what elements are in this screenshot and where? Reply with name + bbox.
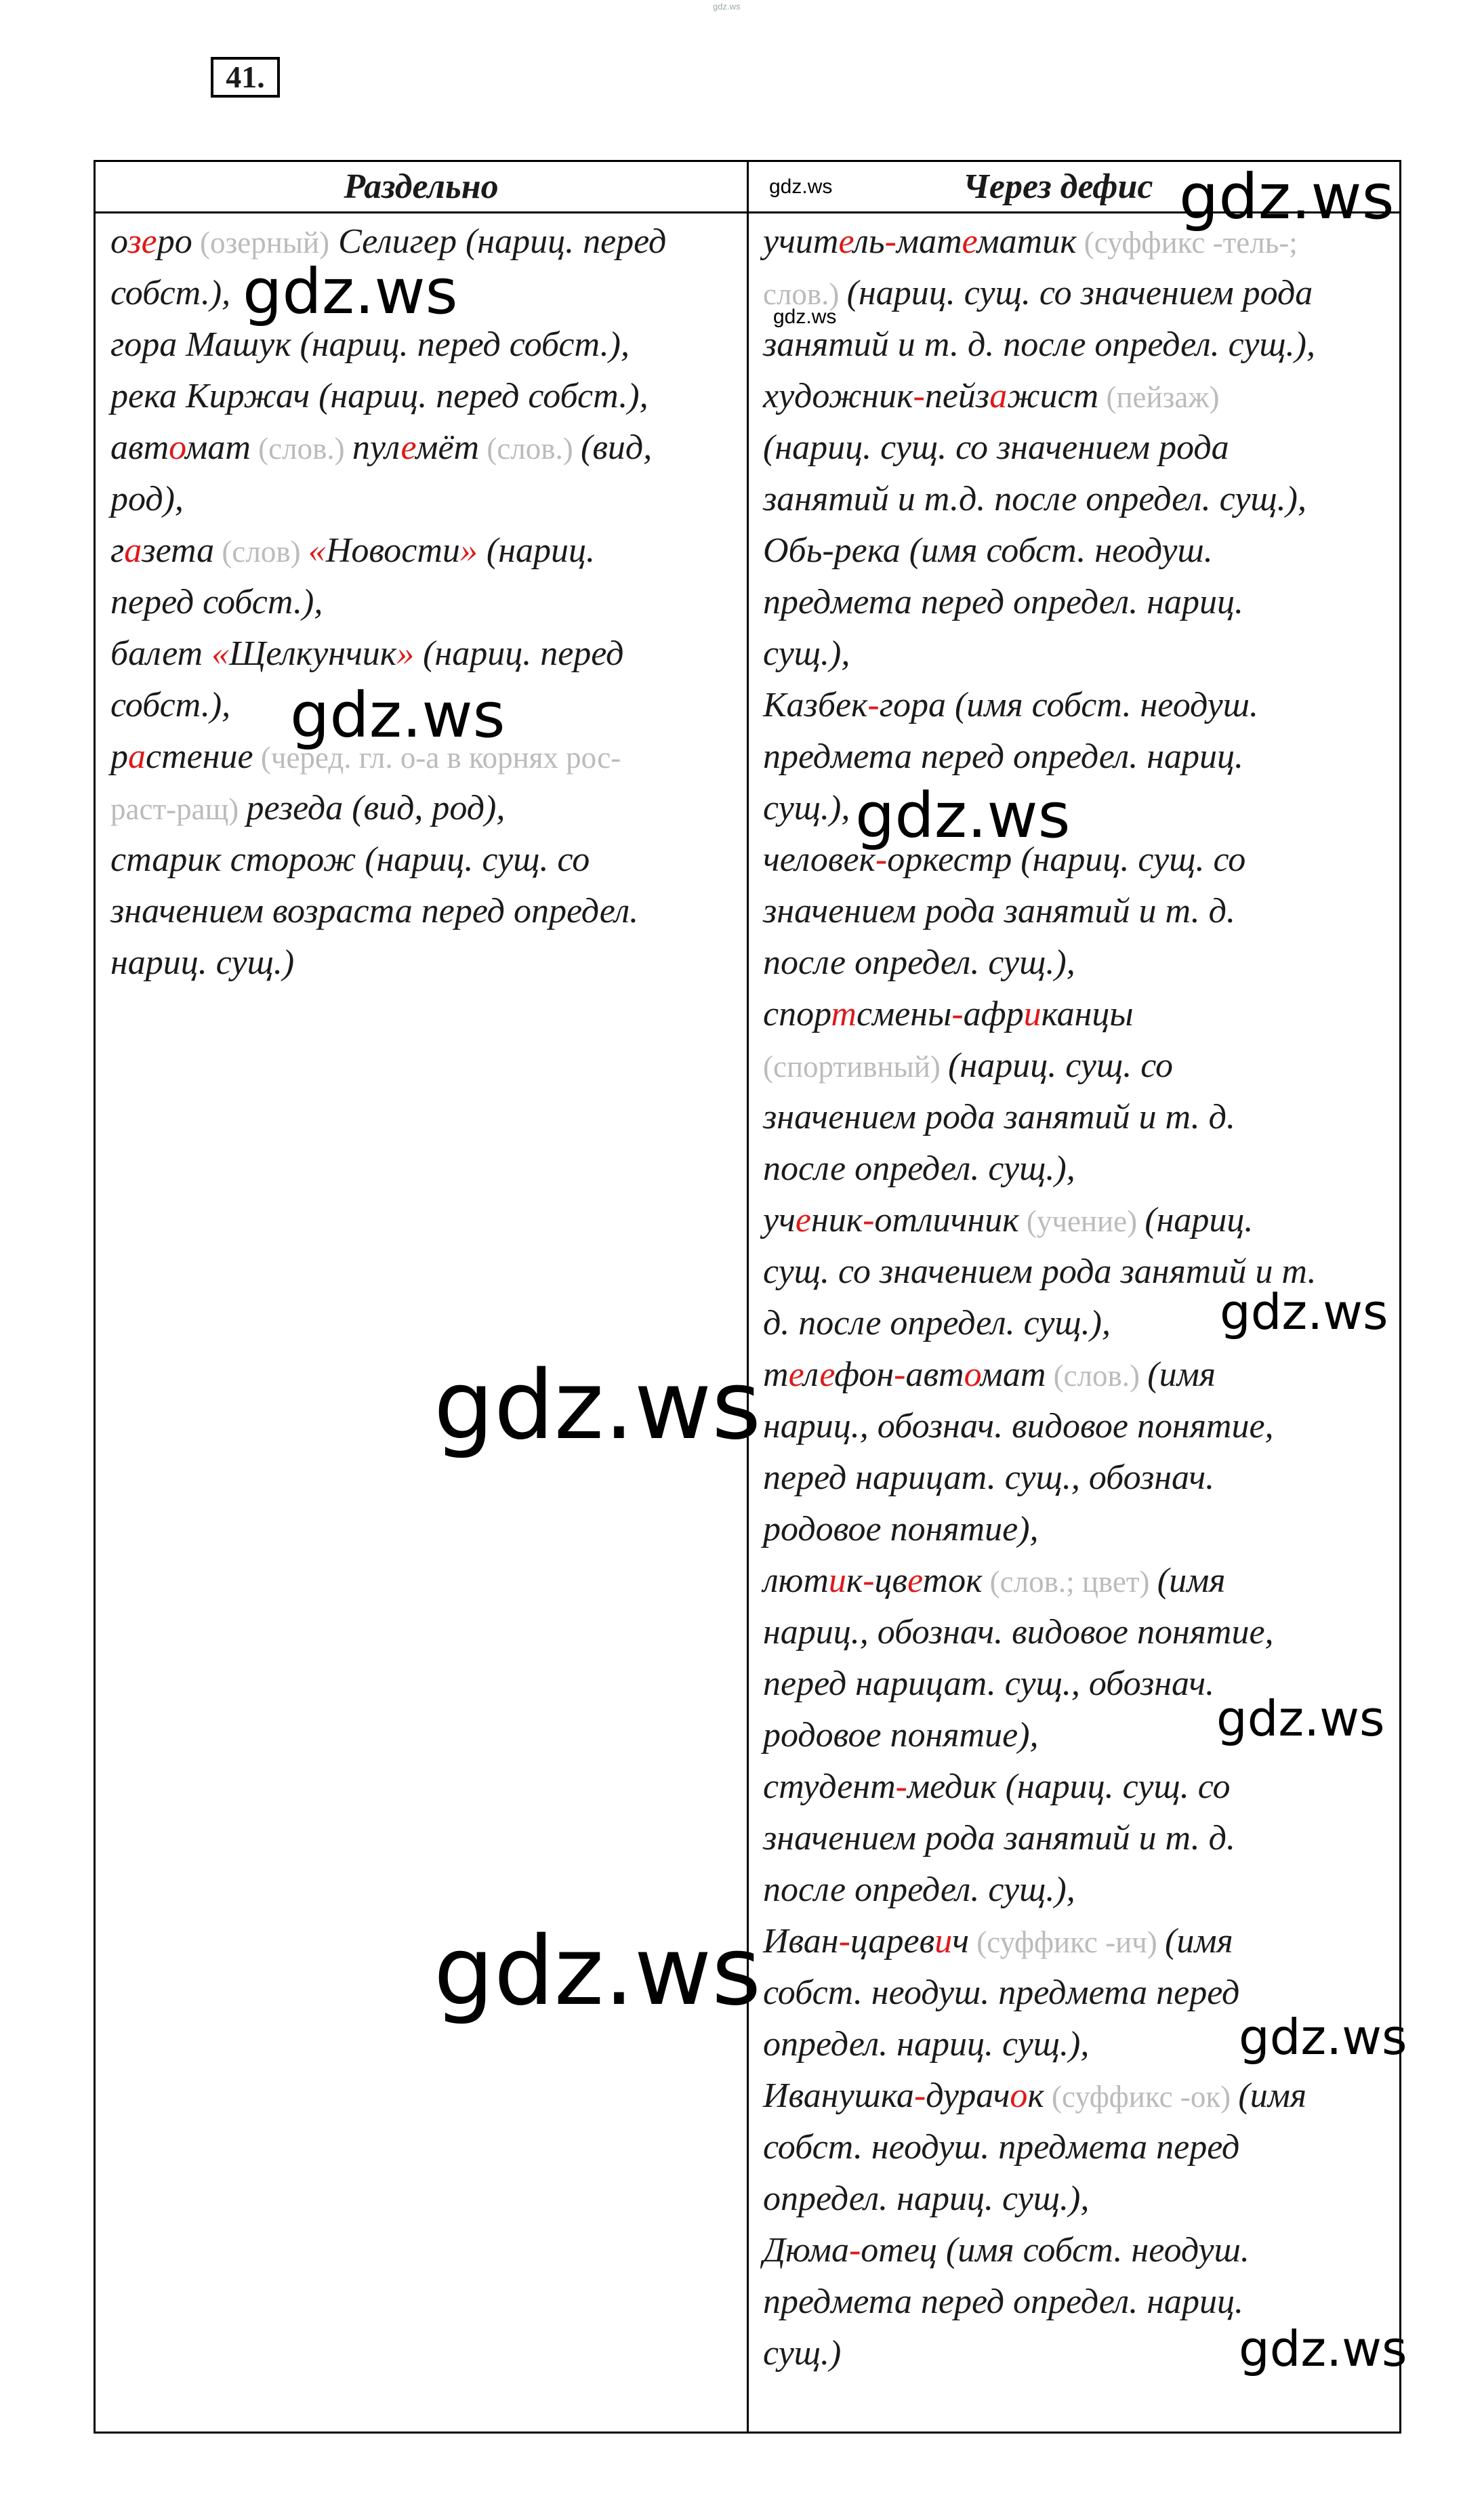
header-hyphenated: Через дефис bbox=[963, 167, 1153, 206]
highlighted-letter: о bbox=[1010, 2076, 1028, 2115]
watermark: gdz.ws bbox=[434, 1916, 762, 2027]
text-segment: матик bbox=[976, 222, 1077, 261]
text-line bbox=[110, 783, 666, 834]
note-text: (суффикс -ич) bbox=[969, 1925, 1166, 1959]
text-segment: ник bbox=[810, 1201, 863, 1239]
highlighted-letter: « bbox=[308, 531, 326, 570]
watermark: gdz.ws bbox=[855, 779, 1071, 852]
text-segment: (вид, bbox=[581, 428, 653, 467]
highlighted-letter: » bbox=[396, 634, 415, 673]
highlighted-letter: а bbox=[128, 737, 146, 776]
highlighted-letter: е bbox=[400, 428, 416, 467]
text-segment: (имя bbox=[1238, 2076, 1307, 2115]
note-text: (слов.) bbox=[250, 432, 352, 466]
text-line bbox=[763, 937, 1317, 989]
text-line bbox=[763, 628, 1317, 680]
highlighted-letter: е bbox=[838, 222, 854, 261]
text-segment: Иван bbox=[763, 1922, 839, 1961]
text-segment: (нариц. bbox=[1145, 1201, 1254, 1239]
highlighted-letter: зе bbox=[127, 222, 157, 261]
text-segment: д. после определ. сущ.), bbox=[763, 1304, 1111, 1342]
text-segment: канцы bbox=[1041, 995, 1134, 1033]
text-segment: спор bbox=[763, 995, 831, 1033]
text-line bbox=[763, 2173, 1317, 2225]
text-line bbox=[763, 1040, 1317, 1092]
text-segment: гора (имя собст. неодуш. bbox=[879, 686, 1258, 724]
note-text: (спортивный) bbox=[763, 1050, 949, 1084]
highlighted-letter: а bbox=[989, 377, 1008, 415]
text-segment: мёт bbox=[415, 428, 480, 467]
watermark: gdz.ws bbox=[1220, 1284, 1388, 1340]
text-segment: жист bbox=[1007, 377, 1099, 415]
text-segment: о bbox=[110, 222, 128, 261]
text-line bbox=[763, 2225, 1317, 2276]
note-text: (черед. гл. о-а в корнях рос- bbox=[253, 741, 621, 775]
highlighted-letter: - bbox=[863, 1201, 875, 1239]
text-segment: Щелкунчик bbox=[229, 634, 397, 673]
highlighted-letter: а bbox=[124, 531, 142, 570]
note-text: слов.) bbox=[763, 277, 847, 311]
text-segment: отец (имя собст. неодуш. bbox=[861, 2231, 1250, 2270]
highlighted-letter: - bbox=[863, 1561, 875, 1600]
text-segment: собст.), bbox=[110, 686, 231, 724]
text-segment: отличник bbox=[874, 1201, 1019, 1239]
text-segment: сущ.), bbox=[763, 634, 850, 673]
text-line bbox=[763, 2019, 1317, 2070]
text-segment: после определ. сущ.), bbox=[763, 943, 1075, 982]
note-text: е bbox=[237, 226, 251, 260]
note-text: раст-ращ) bbox=[110, 792, 247, 826]
text-line bbox=[763, 1555, 1317, 1607]
note-text: (оз bbox=[192, 226, 238, 260]
text-segment: (нариц. сущ. со значением рода bbox=[846, 274, 1313, 312]
highlighted-letter: - bbox=[895, 1767, 907, 1806]
text-segment: мат bbox=[980, 1355, 1046, 1394]
highlighted-letter: и bbox=[934, 1922, 953, 1961]
text-segment: родовое понятие), bbox=[763, 1716, 1039, 1755]
text-line bbox=[763, 371, 1317, 422]
text-segment: ток bbox=[922, 1561, 983, 1600]
text-line bbox=[763, 1504, 1317, 1555]
text-segment: стение bbox=[146, 737, 253, 776]
text-segment: (нариц. bbox=[477, 531, 596, 570]
note-text: (суффикс -тель-; bbox=[1076, 226, 1298, 260]
text-segment: человек bbox=[763, 840, 875, 879]
text-line bbox=[763, 1195, 1317, 1246]
highlighted-letter: « bbox=[211, 634, 230, 673]
text-segment: т bbox=[763, 1355, 789, 1394]
text-segment: (имя bbox=[1157, 1561, 1226, 1600]
highlighted-letter: и bbox=[1023, 995, 1042, 1033]
text-segment: старик сторож (нариц. сущ. со bbox=[110, 840, 590, 879]
text-line bbox=[763, 1607, 1317, 1658]
note-text: (суффикс -ок) bbox=[1044, 2080, 1239, 2114]
text-line bbox=[763, 989, 1317, 1040]
text-segment: перед нарицат. сущ., обознач. bbox=[763, 1458, 1215, 1497]
text-segment: (имя bbox=[1147, 1355, 1216, 1394]
text-segment: собст.), bbox=[110, 274, 231, 312]
text-segment: нариц., обознач. видовое понятие, bbox=[763, 1407, 1274, 1445]
text-segment: определ. нариц. сущ.), bbox=[763, 2025, 1090, 2064]
text-segment: ч bbox=[952, 1922, 970, 1961]
text-segment: сущ. со значением рода занятий и т. bbox=[763, 1252, 1317, 1291]
text-segment: значением рода занятий и т. д. bbox=[763, 892, 1235, 930]
text-segment: учит bbox=[763, 222, 839, 261]
text-segment: после определ. сущ.), bbox=[763, 1149, 1075, 1188]
highlighted-letter: - bbox=[951, 995, 964, 1033]
text-line bbox=[763, 1349, 1317, 1401]
text-segment: занятий и т.д. после определ. сущ.), bbox=[763, 480, 1306, 518]
text-segment: р bbox=[110, 737, 128, 776]
text-line bbox=[763, 886, 1317, 937]
highlighted-letter: » bbox=[459, 531, 478, 570]
text-segment: пейз bbox=[924, 377, 990, 415]
text-line bbox=[110, 474, 666, 525]
text-segment: родовое понятие), bbox=[763, 1510, 1039, 1549]
column-separately bbox=[110, 216, 666, 989]
text-line bbox=[763, 1916, 1317, 1967]
text-segment: л bbox=[803, 1355, 820, 1394]
text-line bbox=[763, 2122, 1317, 2173]
text-segment: Обь-река (имя собст. неодуш. bbox=[763, 531, 1213, 570]
text-segment: предмета перед определ. нариц. bbox=[763, 737, 1244, 776]
note-text: (слов) bbox=[214, 535, 308, 569]
text-segment: студент bbox=[763, 1767, 896, 1806]
text-segment: смены bbox=[856, 995, 952, 1033]
text-segment: Казбек bbox=[763, 686, 868, 724]
text-segment: к bbox=[1027, 2076, 1044, 2115]
text-segment: авт bbox=[110, 428, 169, 467]
highlighted-letter: - bbox=[884, 222, 896, 261]
text-segment: лют bbox=[763, 1561, 829, 1600]
text-segment: определ. нариц. сущ.), bbox=[763, 2179, 1090, 2218]
text-segment: афр bbox=[963, 995, 1024, 1033]
text-segment: сущ.), bbox=[763, 789, 850, 827]
text-segment: уч bbox=[763, 1201, 796, 1239]
text-line bbox=[110, 886, 666, 937]
cell-small-watermark: gdz.ws bbox=[773, 306, 837, 328]
text-segment: значением рода занятий и т. д. bbox=[763, 1819, 1235, 1858]
text-segment: ро bbox=[157, 222, 192, 261]
column-divider bbox=[747, 162, 749, 2432]
text-line bbox=[763, 1143, 1317, 1195]
header-small-watermark: gdz.ws bbox=[769, 176, 833, 198]
text-segment: Дюма bbox=[763, 2231, 849, 2270]
comparison-table bbox=[94, 160, 1401, 2434]
text-line bbox=[763, 1401, 1317, 1452]
text-line bbox=[763, 268, 1317, 319]
watermark: gdz.ws bbox=[290, 679, 506, 752]
note-text: (слов.; цвет) bbox=[982, 1565, 1157, 1599]
text-segment: река Киржач (нариц. перед собст.), bbox=[110, 377, 648, 415]
text-line bbox=[110, 371, 666, 422]
text-segment: г bbox=[110, 531, 125, 570]
text-segment: собст. неодуш. предмета перед bbox=[763, 2128, 1240, 2167]
highlighted-letter: е bbox=[788, 1355, 804, 1394]
text-line bbox=[763, 2328, 1317, 2379]
text-segment: пул bbox=[352, 428, 401, 467]
highlighted-letter: о bbox=[169, 428, 186, 467]
text-segment: перед нарицат. сущ., обознач. bbox=[763, 1664, 1215, 1703]
watermark: gdz.ws bbox=[434, 1351, 762, 1461]
text-segment: значением рода занятий и т. д. bbox=[763, 1098, 1235, 1136]
text-segment: род), bbox=[110, 480, 184, 518]
text-line bbox=[763, 577, 1317, 628]
highlighted-letter: е bbox=[795, 1201, 811, 1239]
highlighted-letter: - bbox=[913, 2076, 926, 2115]
text-segment: (нариц. перед bbox=[414, 634, 624, 673]
text-segment: ль bbox=[853, 222, 885, 261]
text-segment: авт bbox=[905, 1355, 964, 1394]
text-line bbox=[110, 834, 666, 886]
text-segment: перед собст.), bbox=[110, 583, 323, 621]
text-segment: царев bbox=[850, 1922, 935, 1961]
highlighted-letter: о bbox=[964, 1355, 981, 1394]
text-segment: предмета перед определ. нариц. bbox=[763, 583, 1244, 621]
text-line bbox=[763, 525, 1317, 577]
watermark: gdz.ws bbox=[1216, 1690, 1385, 1747]
text-segment: мат bbox=[896, 222, 962, 261]
text-segment: Селигер (нариц. перед bbox=[329, 222, 667, 261]
watermark: gdz.ws bbox=[243, 255, 458, 328]
text-segment: фон bbox=[834, 1355, 894, 1394]
text-line bbox=[763, 1761, 1317, 1813]
highlighted-letter: е bbox=[962, 222, 977, 261]
highlighted-letter: - bbox=[867, 686, 880, 724]
text-line bbox=[763, 1092, 1317, 1143]
text-line bbox=[110, 422, 666, 474]
text-line bbox=[763, 2276, 1317, 2328]
text-line bbox=[763, 680, 1317, 731]
text-line bbox=[763, 2070, 1317, 2122]
text-segment: нариц., обознач. видовое понятие, bbox=[763, 1613, 1274, 1652]
text-segment: к bbox=[846, 1561, 863, 1600]
text-segment: мат bbox=[185, 428, 251, 467]
note-text: (слов.) bbox=[479, 432, 581, 466]
text-segment: оркестр (нариц. сущ. со bbox=[887, 840, 1246, 879]
text-segment: сущ.) bbox=[763, 2334, 842, 2373]
highlighted-letter: е bbox=[819, 1355, 835, 1394]
text-segment: предмета перед определ. нариц. bbox=[763, 2282, 1244, 2321]
text-segment: (нариц. сущ. со bbox=[948, 1046, 1174, 1085]
watermark: gdz.ws bbox=[1239, 2009, 1407, 2066]
text-segment: (нариц. сущ. со значением рода bbox=[763, 428, 1229, 467]
text-line bbox=[763, 1813, 1317, 1864]
text-line bbox=[763, 319, 1317, 371]
text-segment: (имя bbox=[1165, 1922, 1233, 1961]
highlighted-letter: - bbox=[875, 840, 888, 879]
text-segment: гора Машук (нариц. перед собст.), bbox=[110, 325, 630, 364]
text-line bbox=[110, 937, 666, 989]
text-segment: занятий и т. д. после определ. сущ.), bbox=[763, 325, 1315, 364]
text-segment: собст. неодуш. предмета перед bbox=[763, 1973, 1240, 2012]
highlighted-letter: - bbox=[894, 1355, 906, 1394]
note-text: (пейзаж) bbox=[1098, 380, 1220, 414]
text-line bbox=[110, 525, 666, 577]
text-segment: цв bbox=[874, 1561, 908, 1600]
highlighted-letter: и bbox=[828, 1561, 846, 1600]
highlighted-letter: е bbox=[907, 1561, 923, 1600]
text-segment: медик (нариц. сущ. со bbox=[907, 1767, 1231, 1806]
text-segment: зета bbox=[142, 531, 215, 570]
note-text: (слов.) bbox=[1046, 1359, 1148, 1393]
text-line bbox=[763, 1967, 1317, 2019]
text-segment: балет bbox=[110, 634, 212, 673]
text-segment: дурач bbox=[926, 2076, 1010, 2115]
text-segment: Иванушка bbox=[763, 2076, 914, 2115]
highlighted-letter: т bbox=[831, 995, 857, 1033]
text-segment: Новости bbox=[325, 531, 460, 570]
text-segment: нариц. сущ.) bbox=[110, 943, 295, 982]
highlighted-letter: - bbox=[838, 1922, 850, 1961]
task-number: 41. bbox=[226, 60, 265, 94]
text-line bbox=[763, 474, 1317, 525]
text-segment: после определ. сущ.), bbox=[763, 1870, 1075, 1909]
text-line bbox=[110, 577, 666, 628]
text-line bbox=[763, 1452, 1317, 1504]
text-line bbox=[763, 422, 1317, 474]
text-segment: значением возраста перед определ. bbox=[110, 892, 639, 930]
highlighted-letter: - bbox=[848, 2231, 861, 2270]
note-text: рный) bbox=[251, 226, 330, 260]
text-line bbox=[763, 1864, 1317, 1916]
text-line bbox=[110, 628, 666, 680]
watermark: gdz.ws bbox=[1239, 2320, 1407, 2377]
text-segment: резеда (вид, род), bbox=[246, 789, 506, 827]
note-text: (учение) bbox=[1018, 1204, 1145, 1238]
text-line bbox=[763, 731, 1317, 783]
header-separately: Раздельно bbox=[344, 167, 499, 206]
watermark: gdz.ws bbox=[1179, 161, 1395, 233]
highlighted-letter: - bbox=[913, 377, 925, 415]
task-number-box bbox=[211, 57, 280, 98]
text-segment: художник bbox=[763, 377, 913, 415]
top-watermark-small: gdz.ws bbox=[713, 1, 741, 12]
